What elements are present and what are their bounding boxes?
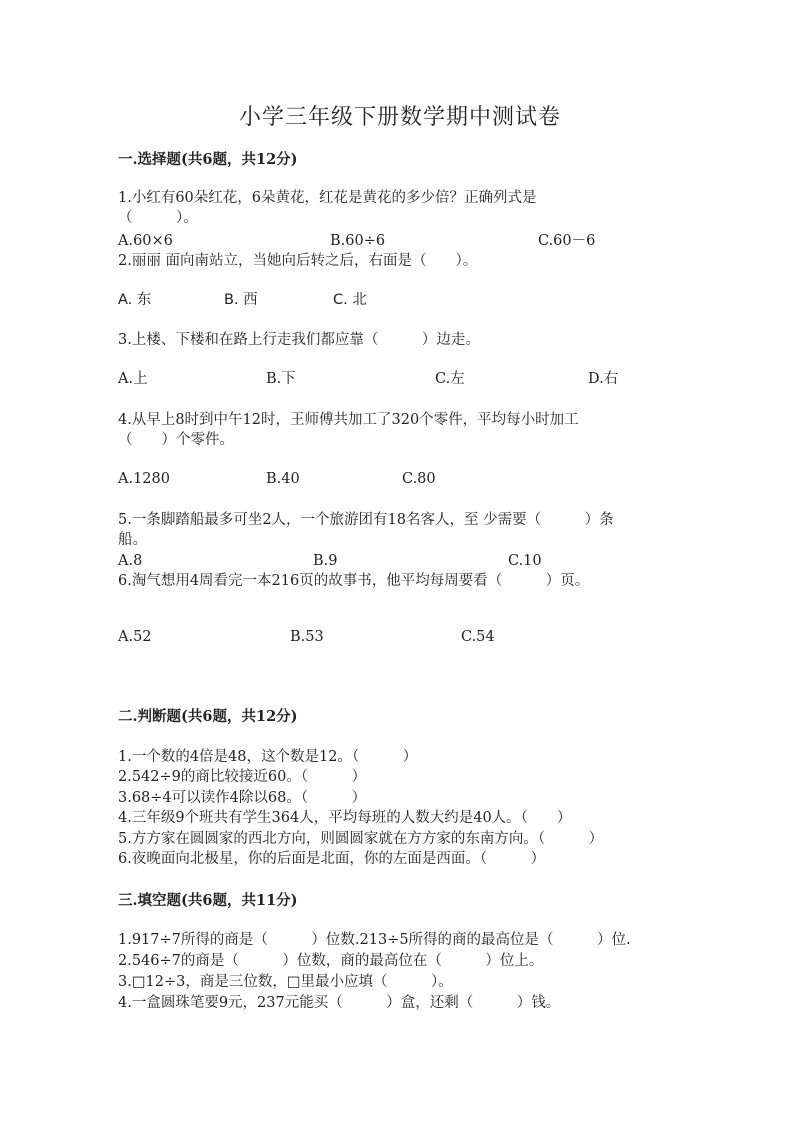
option-a: A.上 bbox=[118, 371, 148, 387]
option-b: B.40 bbox=[266, 471, 300, 487]
option-b: B.53 bbox=[290, 629, 324, 645]
option-c: C. 北 bbox=[333, 292, 367, 308]
question-line: （ ）。 bbox=[118, 210, 198, 226]
question-line: 船。 bbox=[118, 532, 147, 548]
question-line: 4.从早上8时到中午12时，王师傅共加工了320个零件，平均每小时加工 bbox=[118, 412, 579, 428]
list-item: 5.方方家在圆圆家的西北方向，则圆圆家就在方方家的东南方向。（ ） bbox=[118, 831, 604, 847]
list-item: 1.917÷7所得的商是（ ）位数.213÷5所得的商的最高位是（ ）位. bbox=[118, 932, 631, 948]
page-title: 小学三年级下册数学期中测试卷 bbox=[238, 105, 561, 130]
option-a: A.52 bbox=[118, 629, 152, 645]
option-b: B.下 bbox=[266, 371, 296, 387]
option-b: B.60÷6 bbox=[330, 233, 386, 249]
list-item: 6.夜晚面向北极星，你的后面是北面，你的左面是西面。（ ） bbox=[118, 851, 546, 867]
question-line: 2.丽丽 面向南站立，当她向后转之后，右面是（ ）。 bbox=[118, 253, 478, 269]
option-a: A.8 bbox=[118, 553, 143, 569]
option-b: B.9 bbox=[313, 553, 338, 569]
option-a: A.1280 bbox=[118, 471, 170, 487]
list-item: 4.三年级9个班共有学生364人，平均每班的人数大约是40人。（ ） bbox=[118, 810, 572, 826]
option-c: C.60－6 bbox=[538, 233, 596, 249]
question-line: （ ）个零件。 bbox=[118, 432, 234, 448]
option-d: D.右 bbox=[588, 371, 619, 387]
question-line: 5.一条脚踏船最多可坐2人，一个旅游团有18名客人，至 少需要（ ）条 bbox=[118, 512, 614, 528]
list-item: 4.一盒圆珠笔要9元，237元能买（ ）盒，还剩（ ）钱。 bbox=[118, 995, 561, 1011]
option-c: C.左 bbox=[435, 371, 465, 387]
option-a: A. 东 bbox=[118, 292, 152, 308]
section-heading-choice: 一.选择题(共6题，共12分) bbox=[118, 151, 298, 168]
option-b: B. 西 bbox=[224, 292, 258, 308]
option-c: C.10 bbox=[508, 553, 542, 569]
question-line: 1.小红有60朵红花，6朵黄花，红花是黄花的多少倍？正确列式是 bbox=[118, 190, 537, 206]
option-c: C.80 bbox=[402, 471, 436, 487]
option-c: C.54 bbox=[461, 629, 495, 645]
question-line: 6.淘气想用4周看完一本216页的故事书，他平均每周要看（ ）页。 bbox=[118, 573, 590, 589]
list-item: 3.68÷4可以读作4除以68。（ ） bbox=[118, 790, 367, 806]
list-item: 2.542÷9的商比较接近60。（ ） bbox=[118, 769, 367, 785]
section-heading-fill: 三.填空题(共6题，共11分) bbox=[118, 892, 298, 909]
list-item: 1.一个数的4倍是48，这个数是12。（ ） bbox=[118, 749, 418, 765]
section-heading-judgement: 二.判断题(共6题，共12分) bbox=[118, 708, 298, 725]
option-a: A.60×6 bbox=[118, 233, 173, 249]
list-item: 3.□12÷3，商是三位数，□里最小应填（ ）。 bbox=[118, 974, 453, 990]
list-item: 2.546÷7的商是（ ）位数，商的最高位在（ ）位上。 bbox=[118, 953, 544, 969]
question-line: 3.上楼、下楼和在路上行走我们都应靠（ ）边走。 bbox=[118, 332, 480, 348]
